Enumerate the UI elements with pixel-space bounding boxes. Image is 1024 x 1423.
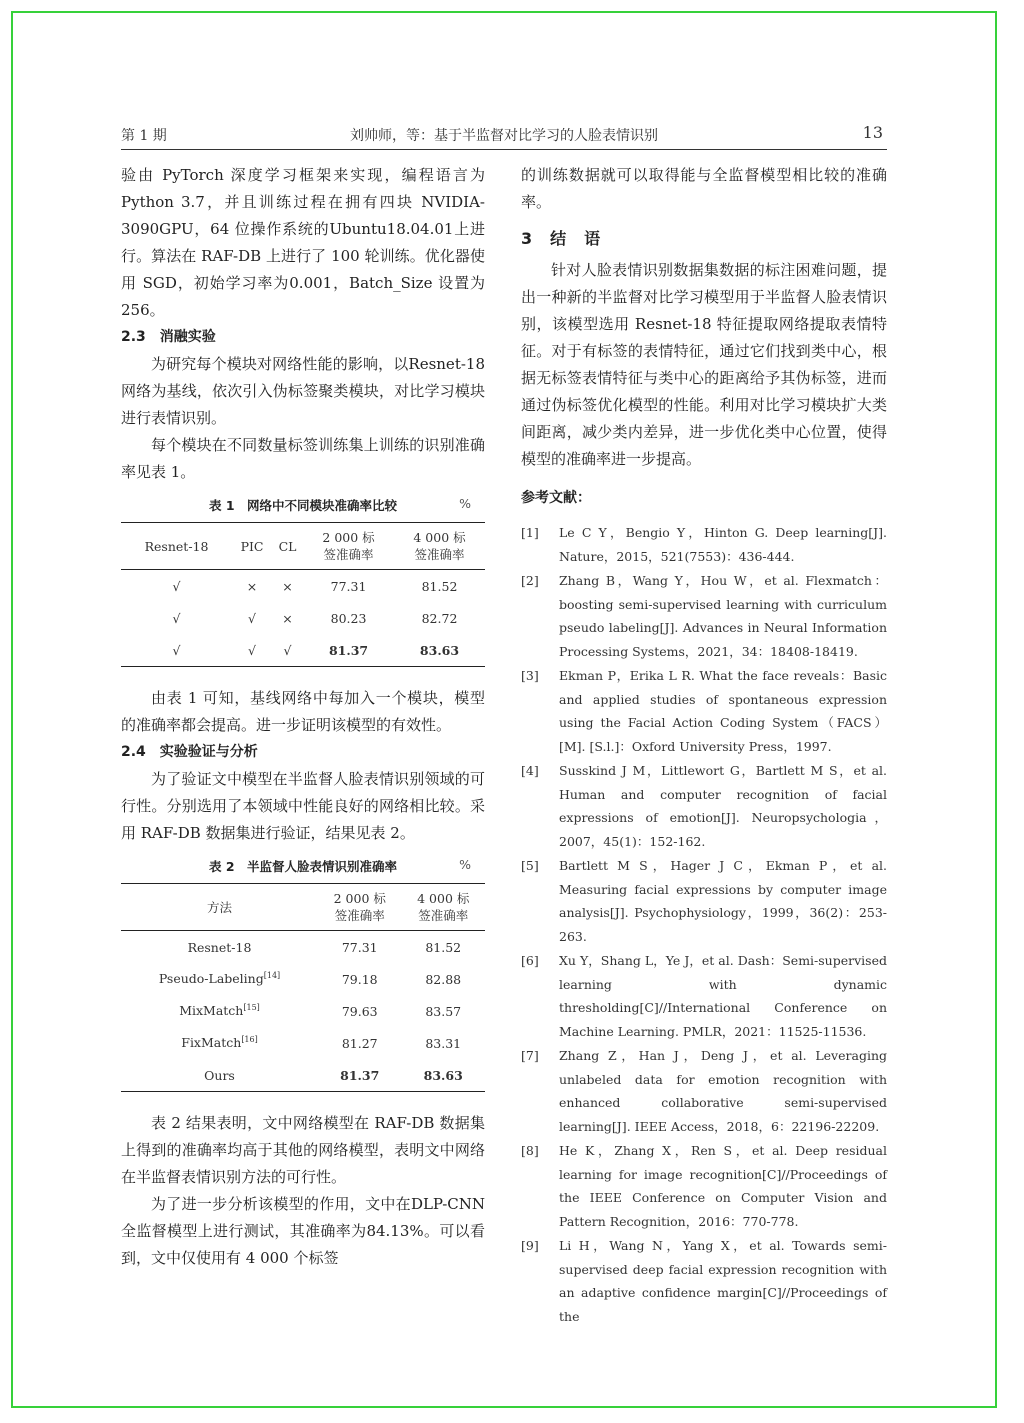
paragraph-continuation: 的训练数据就可以取得能与全监督模型相比较的准确率。 <box>521 166 887 211</box>
table1-cell: √ <box>172 578 181 594</box>
right-column <box>521 162 887 1329</box>
table2-method: Ours <box>121 1059 318 1092</box>
reference-text: Li H，Wang N，Yang X，et al. Towards semi-supervised deep facial expression recognition with an adaptive confidence margin[C]//Proceedings of the <box>559 1238 887 1324</box>
table1-cell: √ <box>172 610 181 626</box>
table1-cell: 81.52 <box>421 578 458 594</box>
section-2-3-heading: 2.3 消融实验 <box>121 329 216 345</box>
table1-cell: 83.63 <box>394 634 485 667</box>
reference-number: [1] <box>521 525 539 540</box>
page-number: 13 <box>862 123 883 142</box>
reference-number: [2] <box>521 573 539 588</box>
table1-cell: 80.23 <box>330 610 367 626</box>
table1-header-0: Resnet-18 <box>121 523 232 570</box>
table2-caption-text: 表 2 半监督人脸表情识别准确率 <box>208 859 398 874</box>
reference-number: [5] <box>521 858 539 873</box>
reference-text: Ekman P，Erika L R. What the face reveals：Basic and applied studies of spontaneous expression using the Facial Action Coding System（FACS）[M]. [S.l.]：Oxford University Press，1997. <box>559 668 887 754</box>
running-header <box>121 121 887 147</box>
table1-unit: % <box>459 496 471 511</box>
table2-cell: 82.88 <box>425 971 462 987</box>
reference-number: [6] <box>521 953 539 968</box>
running-title: 刘帅师，等：基于半监督对比学习的人脸表情识别 <box>350 128 658 144</box>
table1-cell: √ <box>232 634 272 667</box>
table2-method: MixMatch[15] <box>179 1003 260 1019</box>
table2-header-1: 2 000 标 签准确率 <box>318 884 401 931</box>
reference-item <box>521 854 887 948</box>
table-row <box>121 963 485 995</box>
reference-item <box>521 1139 887 1233</box>
reference-text: Xu Y，Shang L，Ye J，et al. Dash：Semi-supervised learning with dynamic thresholding[C]//International Conference on Machine Learning. PMLR，2021：11525-11536. <box>559 953 887 1039</box>
table-row <box>121 602 485 634</box>
table2-cell: 83.63 <box>401 1059 485 1092</box>
table1-cell: 81.37 <box>303 634 394 667</box>
table2-cell: 77.31 <box>341 939 378 955</box>
table1-header-3: 2 000 标 签准确率 <box>303 523 394 570</box>
paragraph-validation: 为了验证文中模型在半监督人脸表情识别领域的可行性。分别选用了本领域中性能良好的网络相比较。采用 RAF-DB 数据集进行验证，结果见表 2。 <box>121 770 485 842</box>
table2-header-0: 方法 <box>121 884 318 931</box>
table2-cell: 83.31 <box>425 1035 462 1051</box>
reference-text: Zhang Z，Han J，Deng J，et al. Leveraging unlabeled data for emotion recognition with enhanced collaborative semi-supervised learning[J]. IEEE Access，2018，6：22196-22209. <box>559 1048 887 1134</box>
reference-number: [4] <box>521 763 539 778</box>
references-heading: 参考文献： <box>521 490 591 506</box>
reference-item <box>521 521 887 568</box>
table1-cell: √ <box>121 634 232 667</box>
table-row <box>121 995 485 1027</box>
reference-item <box>521 664 887 758</box>
table2-cell: 79.18 <box>341 971 378 987</box>
table2-method: Resnet-18 <box>187 939 252 955</box>
table1 <box>121 522 485 667</box>
table2-method: Pseudo-Labeling[14] <box>158 971 281 987</box>
table1-cell: × <box>282 578 293 594</box>
table2-header-2: 4 000 标 签准确率 <box>401 884 485 931</box>
table-row <box>121 931 485 964</box>
reference-text: Le C Y，Bengio Y，Hinton G. Deep learning[J]. Nature，2015，521(7553)：436-444. <box>559 525 887 564</box>
left-column <box>121 162 485 1272</box>
table2-cell: 81.37 <box>318 1059 401 1092</box>
section-3-heading: 3 结 语 <box>521 229 602 248</box>
reference-number: [7] <box>521 1048 539 1063</box>
paragraph-table1-ref: 每个模块在不同数量标签训练集上训练的识别准确率见表 1。 <box>121 436 485 481</box>
table2-cell: 79.63 <box>341 1003 378 1019</box>
reference-number: [9] <box>521 1238 539 1253</box>
table1-cell: 82.72 <box>421 610 458 626</box>
paragraph-table2-result: 表 2 结果表明，文中网络模型在 RAF-DB 数据集上得到的准确率均高于其他的网络模型，表明文中网络在半监督表情识别方法的可行性。 <box>121 1114 485 1186</box>
table2-caption <box>121 857 485 875</box>
issue-label: 第 1 期 <box>121 128 167 144</box>
table-row <box>121 1027 485 1059</box>
reference-item <box>521 759 887 853</box>
table-row <box>121 634 485 667</box>
header-rule <box>121 149 887 150</box>
reference-text: Zhang B，Wang Y，Hou W，et al. Flexmatch：boosting semi-supervised learning with curriculum pseudo labeling[J]. Advances in Neural Information Processing Systems，2021，34：18408-18419. <box>559 573 887 659</box>
table-row <box>121 1059 485 1092</box>
table2-method: FixMatch[16] <box>181 1035 258 1051</box>
reference-number: [3] <box>521 668 539 683</box>
table1-header-1: PIC <box>232 523 272 570</box>
table1-header-2: CL <box>272 523 303 570</box>
paragraph-conclusion: 针对人脸表情识别数据集数据的标注困难问题，提出一种新的半监督对比学习模型用于半监督人脸表情识别，该模型选用 Resnet-18 特征提取网络提取表情特征。对于有标签的表情特征，通过它们找到类中心，根据无标签表情特征与类中心的距离给予其伪标签，进而通过伪标签优化模型的性能。利用对比学习模块扩大类间距离，减少类内差异，进一步优化类中心位置，使得模型的准确率进一步提高。 <box>521 261 887 468</box>
table1-cell: √ <box>272 634 303 667</box>
reference-text: Susskind J M，Littlewort G，Bartlett M S，et al. Human and computer recognition of facial expressions of emotion[J]. Neuropsychologia，2007，45(1)：152-162. <box>559 763 887 849</box>
paragraph-table1-result: 由表 1 可知，基线网络中每加入一个模块，模型的准确率都会提高。进一步证明该模型的有效性。 <box>121 689 485 734</box>
citation-mark: [16] <box>241 1035 258 1045</box>
reference-text: Bartlett M S，Hager J C，Ekman P，et al. Measuring facial expressions by computer image analysis[J]. Psychophysiology，1999，36(2)：253-263. <box>559 858 887 944</box>
paragraph-implementation: 验由 PyTorch 深度学习框架来实现，编程语言为 Python 3.7，并且训练过程在拥有四块 NVIDIA-3090GPU，64 位操作系统的Ubuntu18.04.01上进行。算法在 RAF-DB 上进行了 100 轮训练。优化器使用 SGD，初始学习率为0.001，Batch_Size 设置为 256。 <box>121 166 485 319</box>
table-row <box>121 570 485 603</box>
reference-item <box>521 569 887 663</box>
reference-number: [8] <box>521 1143 539 1158</box>
section-2-4-heading: 2.4 实验验证与分析 <box>121 744 258 760</box>
paragraph-dlp-cnn: 为了进一步分析该模型的作用，文中在DLP-CNN全监督模型上进行测试，其准确率为84.13%。可以看到，文中仅使用有 4 000 个标签 <box>121 1195 485 1267</box>
table2 <box>121 883 485 1092</box>
table1-caption-text: 表 1 网络中不同模块准确率比较 <box>208 498 398 513</box>
table1-cell: √ <box>248 610 256 626</box>
paragraph-ablation: 为研究每个模块对网络性能的影响，以Resnet-18网络为基线，依次引入伪标签聚类模块，对比学习模块进行表情识别。 <box>121 355 485 427</box>
reference-item <box>521 1044 887 1138</box>
reference-item <box>521 1234 887 1328</box>
table2-cell: 81.52 <box>425 939 462 955</box>
table1-cell: 77.31 <box>330 578 367 594</box>
reference-list <box>521 521 887 1328</box>
table2-cell: 81.27 <box>341 1035 378 1051</box>
table1-header-4: 4 000 标 签准确率 <box>394 523 485 570</box>
reference-item <box>521 949 887 1043</box>
reference-text: He K，Zhang X，Ren S，et al. Deep residual learning for image recognition[C]//Proceedings of the IEEE Conference on Computer Vision and Pattern Recognition，2016：770-778. <box>559 1143 887 1229</box>
table1-cell: × <box>282 610 293 626</box>
citation-mark: [15] <box>243 1003 260 1013</box>
table2-cell: 83.57 <box>425 1003 462 1019</box>
table1-caption <box>121 496 485 514</box>
citation-mark: [14] <box>263 971 281 981</box>
table2-unit: % <box>459 857 471 872</box>
table1-cell: × <box>246 578 258 594</box>
